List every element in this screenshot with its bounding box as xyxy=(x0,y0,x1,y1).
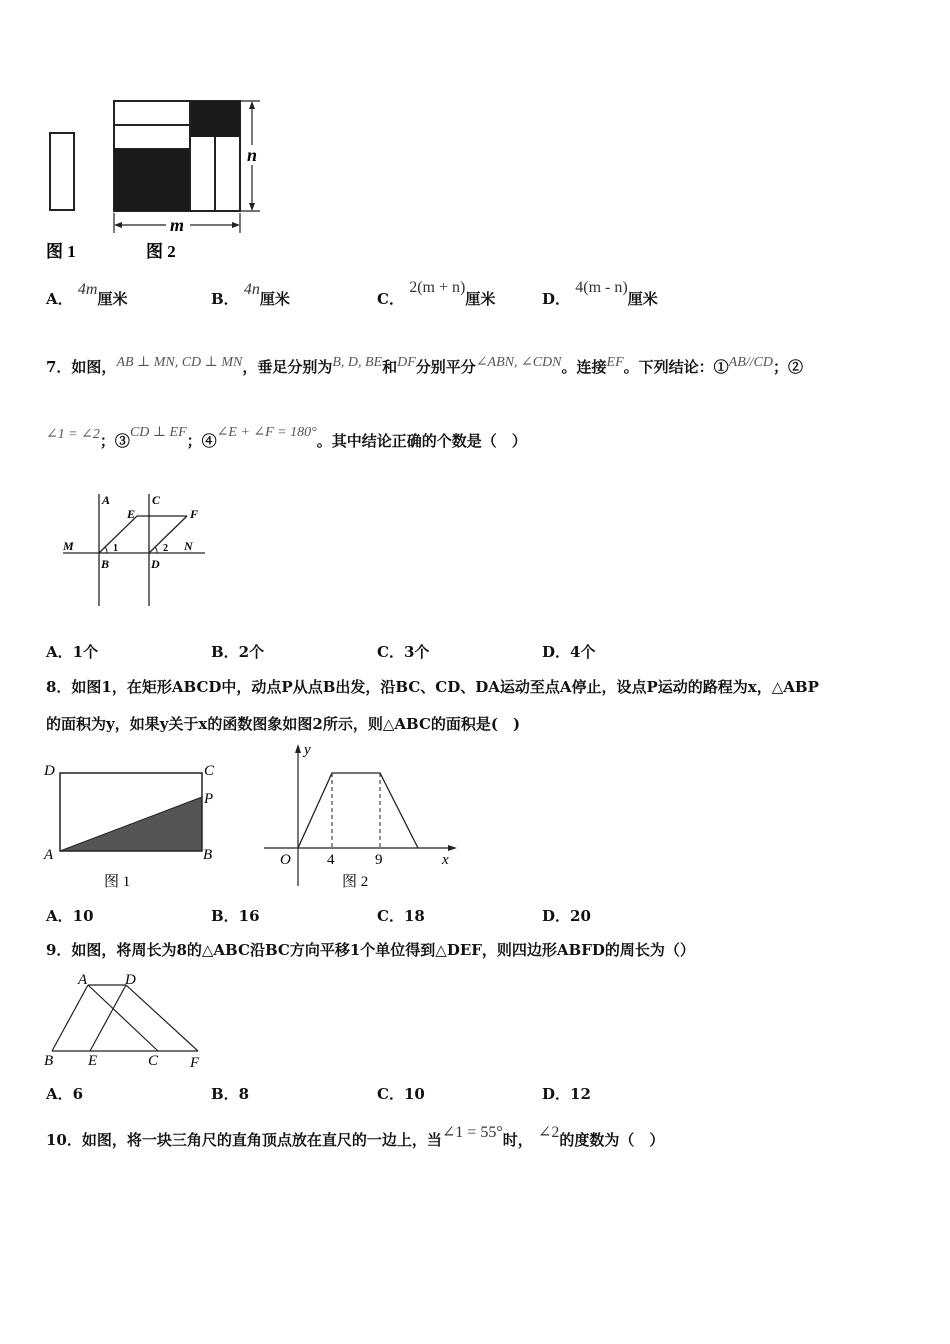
q7-text: ；③ xyxy=(99,432,130,450)
q9-option-c[interactable]: C．10 xyxy=(377,1085,425,1103)
q8-figure2 xyxy=(262,738,462,894)
q6-label-n: n xyxy=(247,145,258,165)
q9-option-b[interactable]: B．8 xyxy=(211,1085,250,1103)
q9-label-c: C xyxy=(148,1053,159,1069)
q7-math: CD ⊥ EF xyxy=(129,425,187,440)
q6-label-m: m xyxy=(170,215,185,235)
q6-shaded-upper xyxy=(190,101,240,137)
q8-stem-line2: 的面积为y，如果y关于x的函数图象如图2所示，则△ABC的面积是( ) xyxy=(46,715,521,733)
q7-math: ∠E + ∠F = 180° xyxy=(216,425,317,440)
q8-fig1-label-a: A xyxy=(44,847,54,863)
q7-text: ，垂足分别为 xyxy=(242,358,333,376)
q8-option-a[interactable]: A．10 xyxy=(46,907,94,925)
q7-label-e: E xyxy=(127,507,136,521)
option-unit: 厘米 xyxy=(465,290,496,308)
q6-shaded-lower xyxy=(114,149,190,211)
q7-math: AB//CD xyxy=(728,355,773,370)
option-expression: 2(m + n) xyxy=(409,279,466,296)
q7-text: 。连接 xyxy=(561,358,607,376)
option-unit: 厘米 xyxy=(97,290,128,308)
q7-stem-line2 xyxy=(46,425,527,451)
q7-option-b[interactable]: B．2个 xyxy=(211,643,265,661)
q7-angle-1: 1 xyxy=(113,543,118,554)
q8-fig2-tick-9: 9 xyxy=(375,852,383,868)
q8-fig1-caption: 图 1 xyxy=(104,874,131,890)
q9-label-b: B xyxy=(44,1053,54,1069)
q7-text: 7．如图， xyxy=(46,358,117,376)
q7-stem-line1 xyxy=(46,356,803,377)
q8-option-c[interactable]: C．18 xyxy=(377,907,425,925)
q10-math: ∠2 xyxy=(537,1124,560,1141)
q9-stem: 9．如图，将周长为8的△ABC沿BC方向平移1个单位得到△DEF，则四边形ABFD的周长为（） xyxy=(46,941,695,959)
q6-fig1-caption: 图 1 xyxy=(46,242,76,261)
q7-text: 分别平分 xyxy=(415,358,476,376)
q10-text: 的度数为（ ） xyxy=(559,1131,665,1149)
q7-label-f: F xyxy=(190,507,199,521)
option-letter: D． xyxy=(542,290,571,308)
q9-figure xyxy=(40,968,220,1074)
q7-math: B, D, BE xyxy=(332,355,383,370)
q7-label-b: B xyxy=(101,557,110,571)
q7-math: AB ⊥ MN, CD ⊥ MN xyxy=(116,355,243,370)
q8-fig2-label-y: y xyxy=(304,742,311,758)
option-expression: 4m xyxy=(77,281,98,298)
q10-math: ∠1 = 55° xyxy=(441,1124,503,1141)
q9-option-d[interactable]: D．12 xyxy=(542,1085,591,1103)
q9-label-e: E xyxy=(88,1053,98,1069)
q8-fig1-label-b: B xyxy=(203,847,213,863)
q6-option-c[interactable] xyxy=(377,279,496,309)
q7-label-m: M xyxy=(63,539,74,553)
q9-label-d: D xyxy=(125,972,136,988)
q9-label-a: A xyxy=(78,972,88,988)
option-unit: 厘米 xyxy=(627,290,658,308)
q7-label-d: D xyxy=(151,557,160,571)
q8-fig2-caption: 图 2 xyxy=(342,874,369,890)
q7-text: ；④ xyxy=(186,432,217,450)
q8-fig2-tick-4: 4 xyxy=(327,852,335,868)
q8-figure1 xyxy=(40,755,230,895)
q8-fig1-label-c: C xyxy=(204,763,215,779)
option-letter: C． xyxy=(377,290,404,308)
q10-text: 10．如图，将一块三角尺的直角顶点放在直尺的一边上，当 xyxy=(46,1131,442,1149)
q7-math: EF xyxy=(606,355,624,370)
q7-option-d[interactable]: D．4个 xyxy=(542,643,596,661)
q7-text: 和 xyxy=(382,358,398,376)
q6-option-b[interactable] xyxy=(211,281,290,309)
q7-math: ∠ABN, ∠CDN xyxy=(475,355,562,370)
q7-label-n: N xyxy=(184,539,193,553)
option-unit: 厘米 xyxy=(259,290,290,308)
q8-fig2-label-x: x xyxy=(442,852,449,868)
q6-option-a[interactable] xyxy=(46,281,128,309)
q8-option-b[interactable]: B．16 xyxy=(211,907,260,925)
q7-text: 。其中结论正确的个数是（ ） xyxy=(316,432,527,450)
q8-option-d[interactable]: D．20 xyxy=(542,907,591,925)
q8-fig1-label-p: P xyxy=(204,791,214,807)
q9-label-f: F xyxy=(190,1055,200,1071)
q9-option-a[interactable]: A．6 xyxy=(46,1085,84,1103)
q7-label-c: C xyxy=(152,493,161,507)
q6-fig2-caption: 图 2 xyxy=(146,242,176,261)
option-expression: 4n xyxy=(243,281,260,298)
q7-label-a: A xyxy=(102,493,111,507)
q8-stem-line1: 8．如图1，在矩形ABCD中，动点P从点B出发，沿BC、CD、DA运动至点A停止，设点P运动的路程为x，△ABP xyxy=(46,678,819,696)
option-expression: 4(m - n) xyxy=(575,279,628,296)
q8-fig1-label-d: D xyxy=(44,763,55,779)
q7-text: 。下列结论：① xyxy=(623,358,729,376)
option-letter: A． xyxy=(46,290,73,308)
q8-fig2-label-o: O xyxy=(280,852,291,868)
option-letter: B． xyxy=(211,290,239,308)
q6-fig1-strip xyxy=(50,133,74,210)
q10-text: 时， xyxy=(502,1131,533,1149)
q7-figure xyxy=(55,490,215,610)
q7-angle-2: 2 xyxy=(163,543,168,554)
q7-option-c[interactable]: C．3个 xyxy=(377,643,430,661)
q10-stem xyxy=(46,1124,665,1150)
q7-math: ∠1 = ∠2 xyxy=(46,427,100,442)
q7-option-a[interactable]: A．1个 xyxy=(46,643,99,661)
q7-math: DF xyxy=(397,355,416,370)
q6-figure xyxy=(40,95,280,265)
q7-text: ；② xyxy=(773,358,804,376)
q6-option-d[interactable] xyxy=(542,279,658,309)
